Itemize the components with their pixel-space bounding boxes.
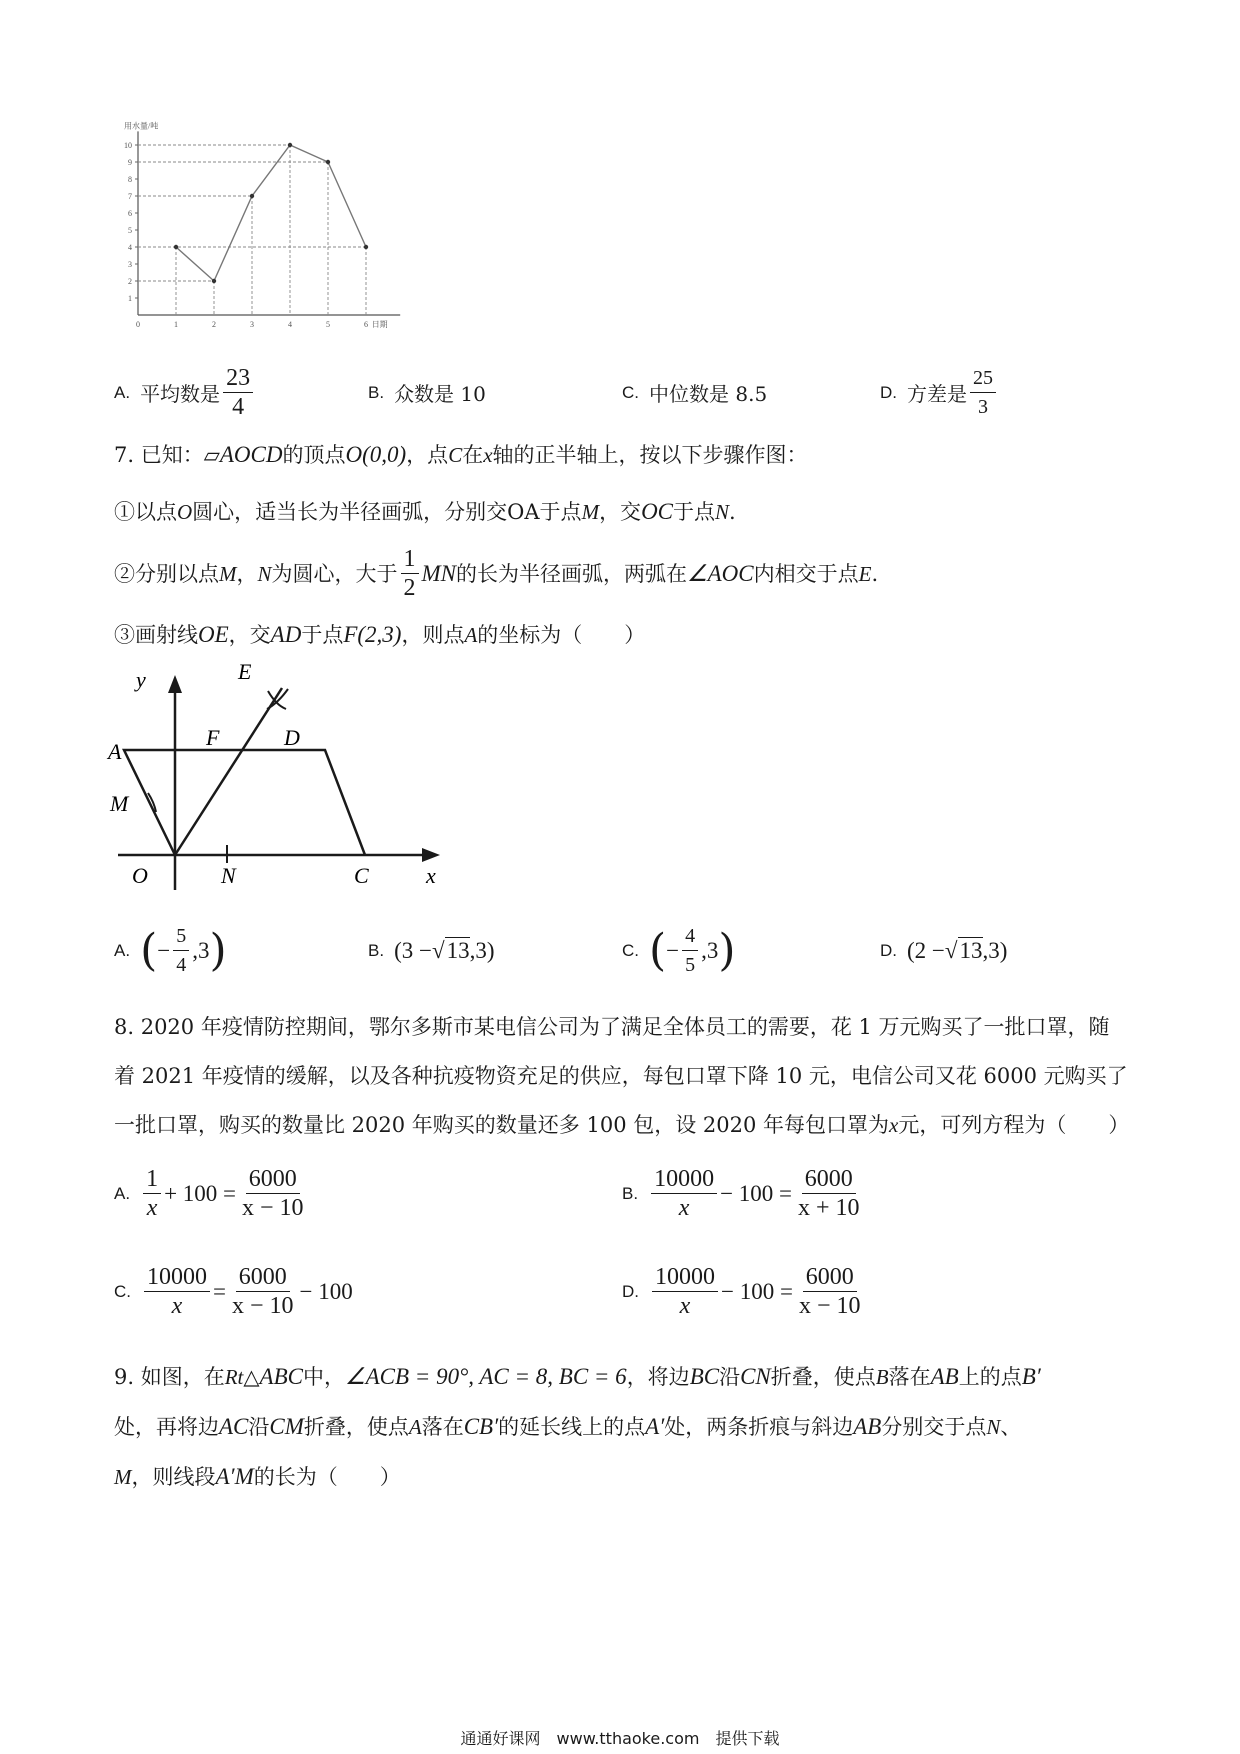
q9-stem-line-3: M，则线段A′M的长为（ ） [114,1464,401,1489]
q8-option-c[interactable]: C. $\frac{10000}{x}$ = $\frac{6000}{x - 10}$ − 100 [114,1264,353,1319]
chart-y-tick-label: 4 [128,243,132,252]
q7-option-b[interactable]: B. (3 − √ 13 ,3) [368,937,495,963]
label-n: N [221,863,236,888]
q7-step-3: ③画射线OE，交AD于点F(2,3)，则点A的坐标为（ ） [114,622,646,647]
chart-y-tick-label: 10 [124,141,132,150]
option-text: 方差是 [907,382,967,406]
chart-y-tick-label: 8 [128,175,132,184]
chart-y-tick-label: 2 [128,277,132,286]
option-label: D. [880,382,897,402]
y-axis-arrow [168,675,182,693]
label-a: A [108,739,122,764]
chart-y-tick-label: 7 [128,192,132,201]
chart-y-tick-label: 5 [128,226,132,235]
q7-option-d[interactable]: D. (2 − √ 13 ,3) [880,937,1008,963]
q8-stem-line-2: 着 2021 年疫情的缓解，以及各种抗疫物资充足的供应，每包口罩下降 10 元，电信公司又花 6000 元购买了 [114,1064,1128,1088]
fraction: $\frac{4}{5}$ [682,922,698,979]
option-label: A. [114,382,131,402]
option-label: C. [622,382,639,402]
chart-x-tick-label: 1 [174,320,178,329]
chart-series-line [176,145,366,281]
q6-option-a[interactable] [114,364,256,421]
label-f: F [206,725,220,750]
parallelogram-aocd [124,750,365,855]
label-c: C [354,863,369,888]
x-axis-arrow [422,848,440,862]
option-text: 中位数是 8.5 [649,382,768,406]
chart-y-tick-label: 1 [128,294,132,303]
chart-point [288,143,292,147]
chart-point [212,279,216,283]
q6-option-d[interactable] [880,364,999,421]
label-m: M [110,791,129,816]
q8-option-b[interactable]: B. $\frac{10000}{x}$ − 100 = $\frac{6000}{x + 10}$ [622,1166,860,1221]
chart-x-tick-label: 2 [212,320,216,329]
q7-stem: 7. 已知：▱AOCD的顶点O(0,0)，点C在x轴的正半轴上，按以下步骤作图： [114,442,808,467]
label-d: D [284,725,300,750]
option-text: 平均数是 [140,382,221,406]
fraction: $\frac{5}{4}$ [173,922,189,979]
chart-point [364,245,368,249]
q7-option-c[interactable]: C. ( − $\frac{4}{5}$ ,3 ) [622,922,736,979]
chart-x-tick-label: 0 [136,320,140,329]
chart-x-tick-label: 3 [250,320,254,329]
chart-y-tick-label: 3 [128,260,132,269]
label-e: E [238,659,252,684]
q8-stem-line-1: 8. 2020 年疫情防控期间，鄂尔多斯市某电信公司为了满足全体员工的需要，花 1 万元购买了一批口罩，随 [114,1015,1110,1039]
chart-y-label: 用水量/吨 [124,121,159,131]
fraction: $\frac{23}{4}$ [223,364,253,421]
q9-stem-line-1: 9. 如图，在Rt△ABC中，∠ACB = 90°, AC = 8, BC = 6，将边BC沿CN折叠，使点B落在AB上的点B′ [114,1364,1041,1389]
chart-x-tick-label: 4 [288,320,292,329]
arc-e-2 [267,689,288,709]
chart-point [174,245,178,249]
ray-oe [175,688,282,855]
water-usage-chart [110,105,400,355]
half-fraction: $\frac{1}{2}$ [401,545,419,602]
q7-option-a[interactable]: A. ( − $\frac{5}{4}$ ,3 ) [114,922,227,979]
chart-x-tick-label: 5 [326,320,330,329]
q6-option-c[interactable] [622,378,767,407]
chart-y-tick-label: 6 [128,209,132,218]
chart-x-label: 日期 [371,320,388,329]
chart-point [250,194,254,198]
option-label: B. [368,382,385,402]
page-footer: 通通好课网 www.tthaoke.com 提供下载 [460,1729,780,1748]
label-o: O [132,863,148,888]
label-y: y [136,667,146,692]
option-text: 众数是 10 [394,382,486,406]
q9-stem-line-2: 处，再将边AC沿CM折叠，使点A落在CB′的延长线上的点A′处，两条折痕与斜边AB分别交于点N、 [114,1414,1022,1439]
chart-x-tick-label: 6 [364,320,368,329]
chart-y-tick-label: 9 [128,158,132,167]
q7-step-2: ②分别以点 M ， N 为圆心，大于 $\frac{1}{2}$ MN 的长为半径画弧，两弧在 ∠AOC 内相交于点 E . [114,546,879,601]
label-x: x [426,863,436,888]
q6-option-b[interactable] [368,378,486,407]
q7-figure [108,659,450,895]
q7-step-1: ①以点O圆心，适当长为半径画弧，分别交OA于点M，交OC于点N. [114,499,736,524]
q8-option-d[interactable]: D. $\frac{10000}{x}$ − 100 = $\frac{6000}{x - 10}$ [622,1264,861,1319]
q8-option-a[interactable]: A. $\frac{1}{x}$ + 100 = $\frac{6000}{x - 10}$ [114,1166,304,1221]
chart-point [326,160,330,164]
fraction: $\frac{25}{3}$ [970,364,996,421]
q8-stem-line-3: 一批口罩，购买的数量比 2020 年购买的数量还多 100 包，设 2020 年每包口罩为x元，可列方程为（ ） [114,1113,1130,1137]
